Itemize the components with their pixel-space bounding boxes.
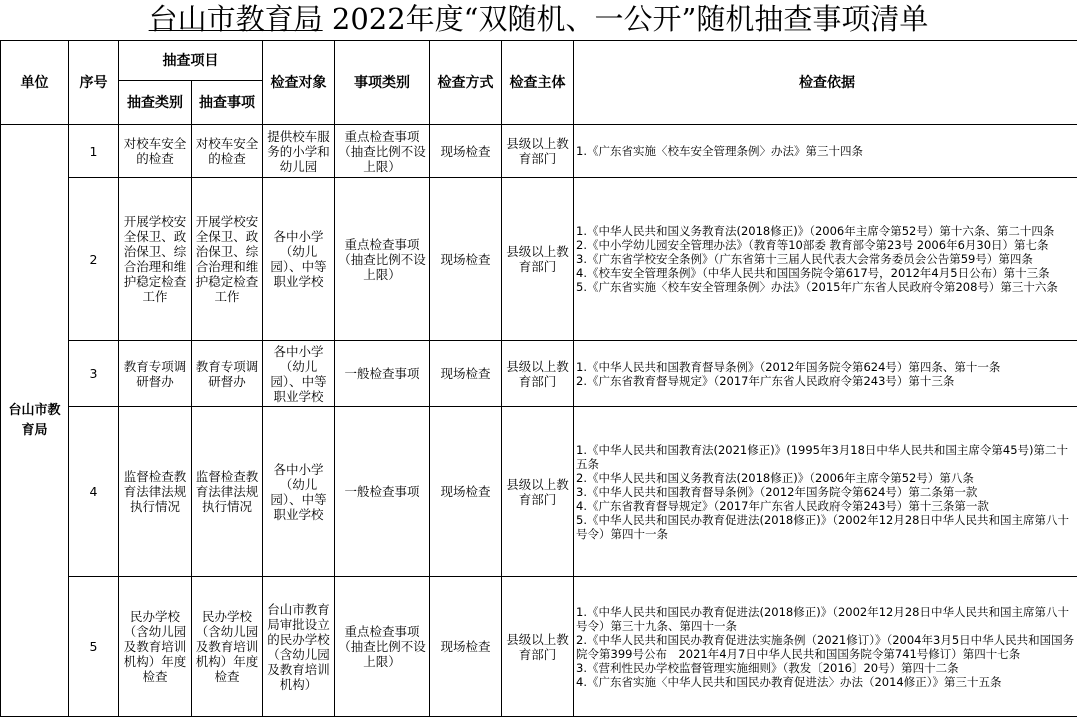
basis-line: 3.《广东省学校安全条例》（广东省第十三届人民代表大会常务委员会公告第59号）第四条 bbox=[576, 252, 1077, 266]
type-cell bbox=[335, 178, 430, 341]
header-item: 抽查事项 bbox=[192, 81, 263, 125]
basis-line: 1.《中华人民共和国教育督导条例》（2012年国务院令第624号）第四条、第十一条 bbox=[576, 360, 1077, 374]
subject-cell-text: 县级以上教育部门 bbox=[504, 341, 571, 406]
item-cell-text: 对校车安全的检查 bbox=[194, 125, 260, 177]
basis-line: 2.《广东省教育督导规定》（2017年广东省人民政府令第243号）第十三条 bbox=[576, 374, 1077, 388]
object-cell-text: 各中小学（幼儿园）、中等职业学校 bbox=[265, 178, 332, 340]
header-subject: 检查主体 bbox=[502, 41, 574, 125]
inspection-table bbox=[0, 40, 1077, 717]
seq-cell-text: 5 bbox=[71, 577, 116, 716]
method-cell bbox=[430, 407, 502, 577]
item-cell-text: 民办学校（含幼儿园及教育培训机构）年度检查 bbox=[194, 577, 260, 716]
item-cell-text: 监督检查教育法律法规执行情况 bbox=[194, 407, 260, 576]
basis-cell bbox=[574, 577, 1077, 717]
header-method: 检查方式 bbox=[430, 41, 502, 125]
method-cell bbox=[430, 341, 502, 407]
subject-cell-text: 县级以上教育部门 bbox=[504, 577, 571, 716]
object-cell bbox=[263, 577, 335, 717]
header-items-group: 抽查项目 bbox=[119, 41, 263, 81]
table-row bbox=[1, 407, 1077, 577]
seq-cell bbox=[69, 577, 119, 717]
seq-cell-text: 4 bbox=[71, 407, 116, 576]
basis-line: 5.《中华人民共和国民办教育促进法(2018修正)》（2002年12月28日中华人民共和国主席第八十号令）第四十一条 bbox=[576, 513, 1077, 541]
object-cell bbox=[263, 178, 335, 341]
method-cell-text: 现场检查 bbox=[432, 341, 499, 406]
type-cell-text: 重点检查事项（抽查比例不设上限） bbox=[337, 125, 427, 177]
object-cell-text: 台山市教育局审批设立的民办学校（含幼儿园及教育培训机构） bbox=[265, 577, 332, 716]
method-cell bbox=[430, 577, 502, 717]
basis-cell bbox=[574, 341, 1077, 407]
page-title bbox=[0, 0, 1077, 40]
category-cell-text: 监督检查教育法律法规执行情况 bbox=[121, 407, 189, 576]
category-cell bbox=[119, 577, 192, 717]
method-cell-text: 现场检查 bbox=[432, 577, 499, 716]
basis-cell bbox=[574, 125, 1077, 178]
header-category: 抽查类别 bbox=[119, 81, 192, 125]
seq-cell bbox=[69, 125, 119, 178]
basis-line: 3.《中华人民共和国教育督导条例》（2012年国务院令第624号）第二条第一款 bbox=[576, 485, 1077, 499]
subject-cell-text: 县级以上教育部门 bbox=[504, 178, 571, 340]
category-cell-text: 民办学校（含幼儿园及教育培训机构）年度检查 bbox=[121, 577, 189, 716]
basis-line: 2.《中华人民共和国民办教育促进法实施条例（2021修订）》（2004年3月5日中华人民共和国国务院令第399号公布 2021年4月7日中华人民共和国国务院令第741号修订）第四十七条 bbox=[576, 633, 1077, 661]
seq-cell bbox=[69, 178, 119, 341]
header-unit: 单位 bbox=[1, 41, 69, 125]
title-unit: 台山市教育局 bbox=[149, 2, 323, 36]
item-cell bbox=[192, 178, 263, 341]
item-cell bbox=[192, 341, 263, 407]
category-cell bbox=[119, 125, 192, 178]
category-cell bbox=[119, 341, 192, 407]
basis-line: 4.《广东省教育督导规定》（2017年广东省人民政府令第243号）第十三条第一款 bbox=[576, 499, 1077, 513]
type-cell-text: 重点检查事项（抽查比例不设上限） bbox=[337, 178, 427, 340]
seq-cell bbox=[69, 341, 119, 407]
header-object: 检查对象 bbox=[263, 41, 335, 125]
type-cell bbox=[335, 407, 430, 577]
subject-cell-text: 县级以上教育部门 bbox=[504, 407, 571, 576]
method-cell-text: 现场检查 bbox=[432, 407, 499, 576]
table-row bbox=[1, 341, 1077, 407]
seq-cell-text: 1 bbox=[71, 125, 116, 177]
table-row bbox=[1, 125, 1077, 178]
seq-cell-text: 2 bbox=[71, 178, 116, 340]
subject-cell bbox=[502, 577, 574, 717]
category-cell-text: 教育专项调研督办 bbox=[121, 341, 189, 406]
header-basis: 检查依据 bbox=[574, 41, 1077, 125]
basis-line: 4.《校车安全管理条例》（中华人民共和国国务院令第617号，2012年4月5日公布）第十三条 bbox=[576, 266, 1077, 280]
basis-cell bbox=[574, 407, 1077, 577]
type-cell-text: 一般检查事项 bbox=[337, 341, 427, 406]
item-cell bbox=[192, 577, 263, 717]
object-cell-text: 提供校车服务的小学和幼儿园 bbox=[265, 125, 332, 177]
basis-line: 1.《中华人民共和国教育法(2021修正)》(1995年3月18日中华人民共和国主席令第45号)第二十五条 bbox=[576, 443, 1077, 471]
category-cell-text: 开展学校安全保卫、政治保卫、综合治理和维护稳定检查工作 bbox=[121, 178, 189, 340]
item-cell bbox=[192, 125, 263, 178]
basis-line: 1.《中华人民共和国民办教育促进法(2018修正)》（2002年12月28日中华人民共和国主席第八十号令）第三十九条、第四十一条 bbox=[576, 605, 1077, 633]
header-seq: 序号 bbox=[69, 41, 119, 125]
header-type: 事项类别 bbox=[335, 41, 430, 125]
seq-cell-text: 3 bbox=[71, 341, 116, 406]
subject-cell bbox=[502, 178, 574, 341]
method-cell-text: 现场检查 bbox=[432, 125, 499, 177]
object-cell-text: 各中小学（幼儿园）、中等职业学校 bbox=[265, 341, 332, 406]
method-cell-text: 现场检查 bbox=[432, 178, 499, 340]
category-cell-text: 对校车安全的检查 bbox=[121, 125, 189, 177]
category-cell bbox=[119, 178, 192, 341]
method-cell bbox=[430, 125, 502, 178]
table-row bbox=[1, 178, 1077, 341]
basis-line: 2.《中小学幼儿园安全管理办法》（教育等10部委 教育部令第23号 2006年6月30日）第七条 bbox=[576, 238, 1077, 252]
object-cell bbox=[263, 341, 335, 407]
basis-line: 2.《中华人民共和国义务教育法(2018修正)》（2006年主席令第52号）第八条 bbox=[576, 471, 1077, 485]
unit-cell: 台山市教育局 bbox=[1, 125, 69, 717]
seq-cell bbox=[69, 407, 119, 577]
type-cell bbox=[335, 341, 430, 407]
basis-line: 3.《营利性民办学校监督管理实施细则》（教发〔2016〕20号）第四十二条 bbox=[576, 661, 1077, 675]
object-cell bbox=[263, 407, 335, 577]
item-cell-text: 开展学校安全保卫、政治保卫、综合治理和维护稳定检查工作 bbox=[194, 178, 260, 340]
item-cell-text: 教育专项调研督办 bbox=[194, 341, 260, 406]
subject-cell bbox=[502, 125, 574, 178]
basis-cell bbox=[574, 178, 1077, 341]
subject-cell-text: 县级以上教育部门 bbox=[504, 125, 571, 177]
type-cell bbox=[335, 577, 430, 717]
method-cell bbox=[430, 178, 502, 341]
subject-cell bbox=[502, 407, 574, 577]
item-cell bbox=[192, 407, 263, 577]
title-rest: 2022年度“双随机、一公开”随机抽查事项清单 bbox=[323, 2, 929, 36]
subject-cell bbox=[502, 341, 574, 407]
basis-line: 1.《中华人民共和国义务教育法(2018修正)》（2006年主席令第52号）第十六条、第二十四条 bbox=[576, 224, 1077, 238]
table-row bbox=[1, 577, 1077, 717]
basis-line: 4.《广东省实施〈中华人民共和国民办教育促进法〉办法（2014修正）》第三十五条 bbox=[576, 675, 1077, 689]
type-cell-text: 重点检查事项（抽查比例不设上限） bbox=[337, 577, 427, 716]
type-cell bbox=[335, 125, 430, 178]
object-cell-text: 各中小学（幼儿园）、中等职业学校 bbox=[265, 407, 332, 576]
category-cell bbox=[119, 407, 192, 577]
basis-line: 5.《广东省实施〈校车安全管理条例〉办法》（2015年广东省人民政府令第208号）第三十六条 bbox=[576, 280, 1077, 294]
type-cell-text: 一般检查事项 bbox=[337, 407, 427, 576]
object-cell bbox=[263, 125, 335, 178]
basis-line: 1.《广东省实施〈校车安全管理条例〉办法》第三十四条 bbox=[576, 144, 1077, 158]
